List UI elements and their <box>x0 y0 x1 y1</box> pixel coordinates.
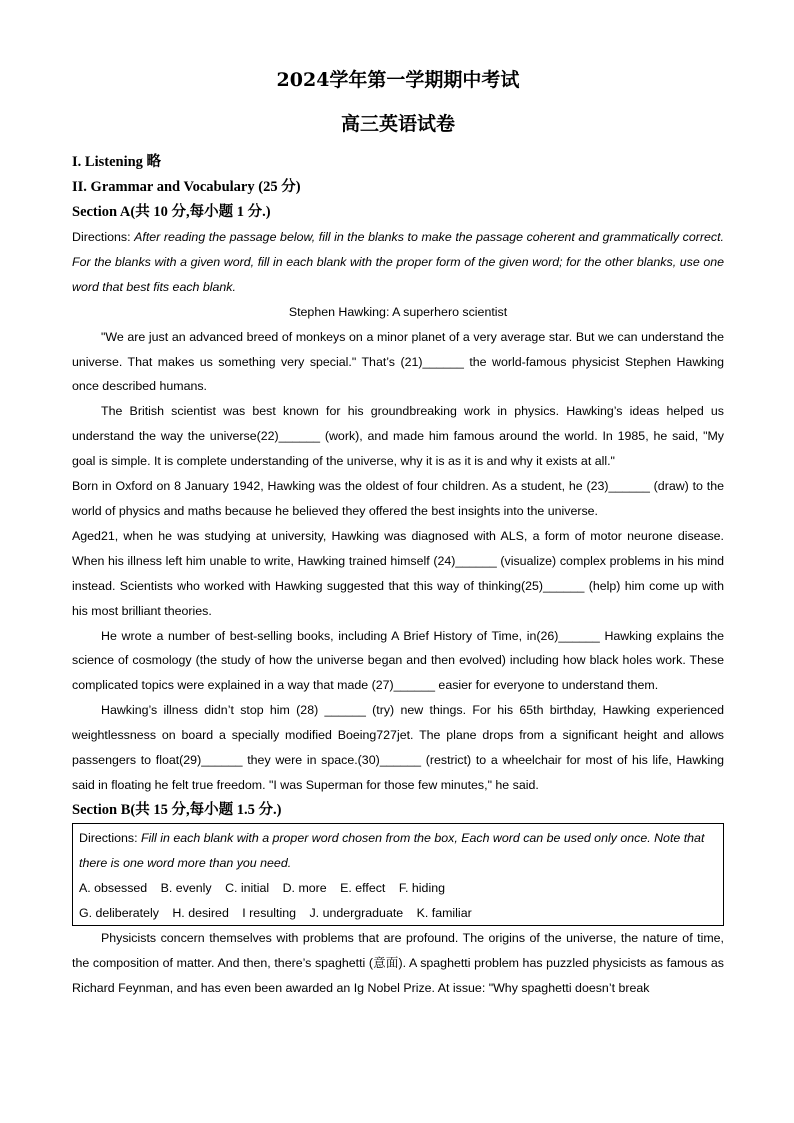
options-row <box>79 876 717 901</box>
passage-paragraph: "We are just an advanced breed of monkeys on a minor planet of a very average star. But we can understand the universe. That makes us something very special." That’s (21)______ the world-famous physicist Stephen Hawking once described humans. <box>72 329 724 394</box>
section-a-directions <box>72 225 724 300</box>
word-option: K. familiar <box>416 905 472 920</box>
passage-paragraph: Born in Oxford on 8 January 1942, Hawking was the oldest of four children. As a student, he (23)______ (draw) to the world of physics and maths because he believed they offered the best insights into the universe. <box>72 479 724 518</box>
directions-text: Fill in each blank with a proper word chosen from the box, Each word can be used only once. Note that there is one word more than you need. <box>79 830 705 870</box>
section-a-heading: Section A(共 10 分,每小题 1 分.) <box>72 204 271 220</box>
directions-text: After reading the passage below, fill in the blanks to make the passage coherent and grammatically correct. For the blanks with a given word, fill in each blank with the proper form of the given word; for the other blanks, use one word that best fits each blank. <box>72 230 724 294</box>
word-option: E. effect <box>340 880 386 895</box>
section-b-directions <box>79 826 717 876</box>
exam-subtitle: 高三英语试卷 <box>340 113 455 135</box>
grammar-heading: II. Grammar and Vocabulary (25 分) <box>72 179 301 195</box>
word-box <box>72 823 724 927</box>
directions-label: Directions: <box>72 230 135 244</box>
passage-paragraph: The British scientist was best known for his groundbreaking work in physics. Hawking’s ideas helped us understand the way the universe(22)______ (work), and made him famous around the world. In 1985, he said, "My goal is simple. It is complete understanding of the universe, why it is as it is and why it exists at all." <box>72 404 724 469</box>
word-option: H. desired <box>172 905 229 920</box>
passage-paragraph: Hawking’s illness didn’t stop him (28) ______ (try) new things. For his 65th birthday, Hawking experienced weightlessness on board a specially modified Boeing727jet. The plane drops from a significant height and allows passengers to float(29)______ they were in space.(30)______ (restrict) to a wheelchair for most of his life, Hawking said in floating he felt true freedom. "I was Superman for those few minutes," he said. <box>72 703 724 792</box>
directions-label: Directions: <box>79 830 141 845</box>
passage-paragraph: Aged21, when he was studying at university, Hawking was diagnosed with ALS, a form of motor neurone disease. When his illness left him unable to write, Hawking trained himself (24)______ (visualize) complex problems in his mind instead. Scientists who worked with Hawking suggested that this way of thinking(25)______ (help) him come up with his most brilliant theories. <box>72 528 724 618</box>
listening-heading: I. Listening 略 <box>72 154 162 170</box>
passage-paragraph: He wrote a number of best-selling books, including A Brief History of Time, in(26)______ Hawking explains the science of cosmology (the study of how the universe began and then evolved) including how black holes work. These complicated topics were explained in a way that made (27)______ easier for everyone to understand them. <box>72 628 724 693</box>
word-option: F. hiding <box>398 880 445 895</box>
exam-page <box>72 68 724 1001</box>
word-option: C. initial <box>225 880 270 895</box>
section-b-paragraph: Physicists concern themselves with problems that are profound. The origins of the universe, the nature of time, the composition of matter. And then, there’s spaghetti (意面). A spaghetti problem has puzzled physicists as famous as Richard Feynman, and has even been awarded an Ig Nobel Prize. At issue: "Why spaghetti doesn’t break <box>72 931 724 996</box>
exam-title: 2024学年第一学期期中考试 <box>276 69 520 91</box>
options-row <box>79 901 717 926</box>
word-option: A. obsessed <box>79 880 148 895</box>
section-b-heading: Section B(共 15 分,每小题 1.5 分.) <box>72 801 282 818</box>
word-option: G. deliberately <box>79 905 159 920</box>
word-option: I resulting <box>242 905 297 920</box>
passage-title: Stephen Hawking: A superhero scientist <box>288 304 508 319</box>
word-option: J. undergraduate <box>309 905 404 920</box>
word-option: D. more <box>282 880 327 895</box>
word-option: B. evenly <box>160 880 212 895</box>
